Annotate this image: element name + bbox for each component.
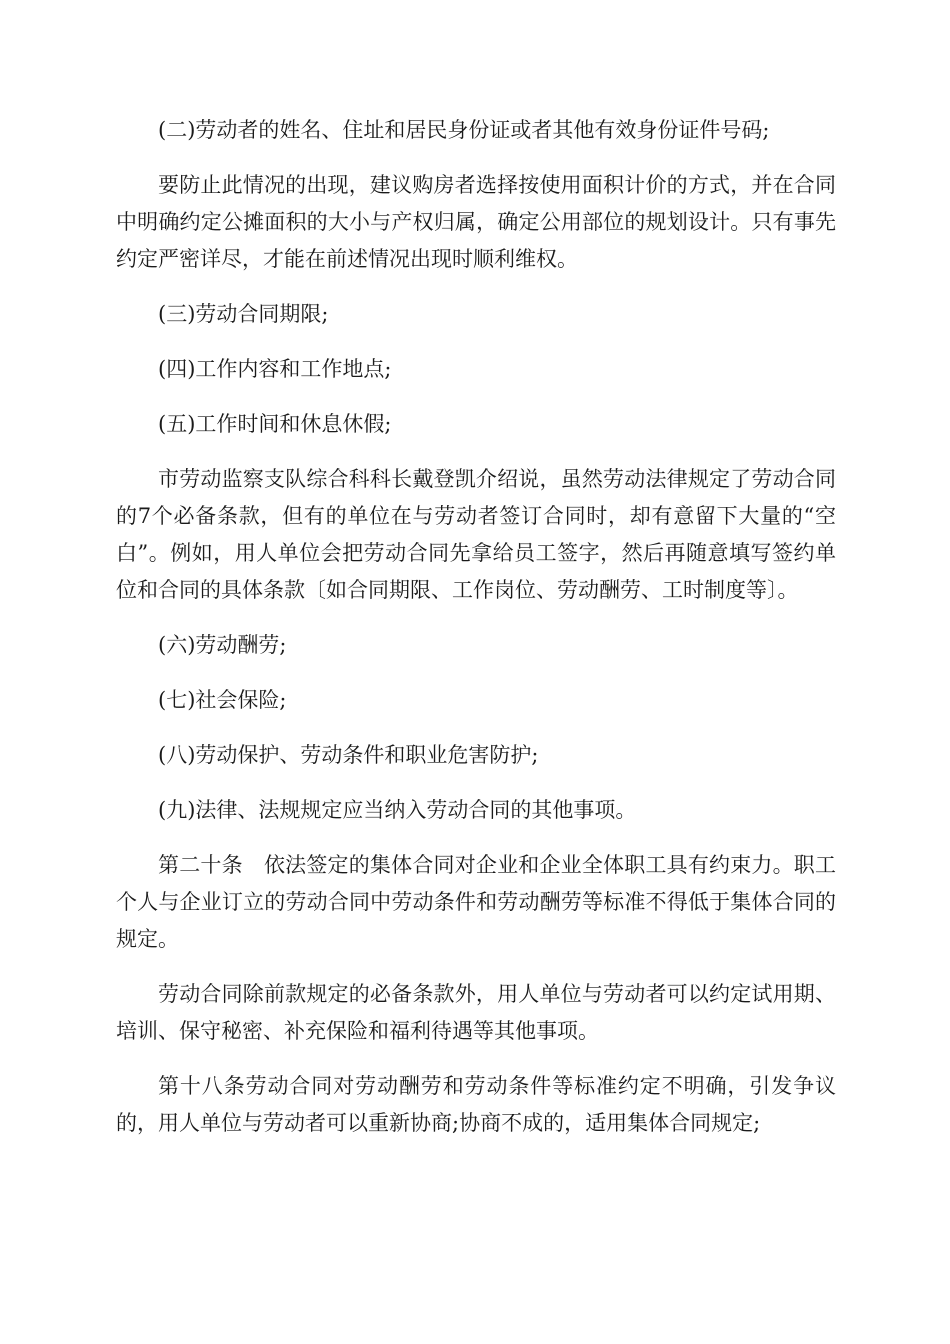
paragraph-article-20: 第二十条 依法签定的集体合同对企业和企业全体职工具有约束力。职工个人与企业订立的劳动合同中劳动条件和劳动酬劳等标准不得低于集体合同的规定。 (116, 853, 836, 951)
document-body (116, 112, 836, 1160)
paragraph-item-9: (九)法律、法规规定应当纳入劳动合同的其他事项。 (158, 798, 637, 822)
paragraph-housing-advice: 要防止此情况的出现，建议购房者选择按使用面积计价的方式，并在合同中明确约定公摊面积的大小与产权归属，确定公用部位的规划设计。只有事先约定严密详尽，才能在前述情况出现时顺利维权。 (116, 173, 836, 271)
paragraph-item-8: (八)劳动保护、劳动条件和职业危害防护; (158, 743, 539, 767)
paragraph-item-5: (五)工作时间和休息休假; (158, 412, 392, 436)
paragraph-item-2: (二)劳动者的姓名、住址和居民身份证或者其他有效身份证件号码; (158, 118, 770, 142)
paragraph-item-3: (三)劳动合同期限; (158, 302, 329, 326)
paragraph-item-7: (七)社会保险; (158, 688, 287, 712)
paragraph-labor-inspection: 市劳动监察支队综合科科长戴登凯介绍说，虽然劳动法律规定了劳动合同的7个必备条款，但有的单位在与劳动者签订合同时，却有意留下大量的“空白”。例如，用人单位会把劳动合同先拿给员工签字，然后再随意填写签约单位和合同的具体条款〔如合同期限、工作岗位、劳动酬劳、工时制度等〕。 (116, 467, 836, 602)
paragraph-article-18: 第十八条劳动合同对劳动酬劳和劳动条件等标准约定不明确，引发争议的，用人单位与劳动者可以重新协商;协商不成的，适用集体合同规定; (116, 1074, 836, 1135)
paragraph-optional-terms: 劳动合同除前款规定的必备条款外，用人单位与劳动者可以约定试用期、培训、保守秘密、补充保险和福利待遇等其他事项。 (116, 982, 836, 1043)
paragraph-item-4: (四)工作内容和工作地点; (158, 357, 392, 381)
paragraph-item-6: (六)劳动酬劳; (158, 633, 287, 657)
